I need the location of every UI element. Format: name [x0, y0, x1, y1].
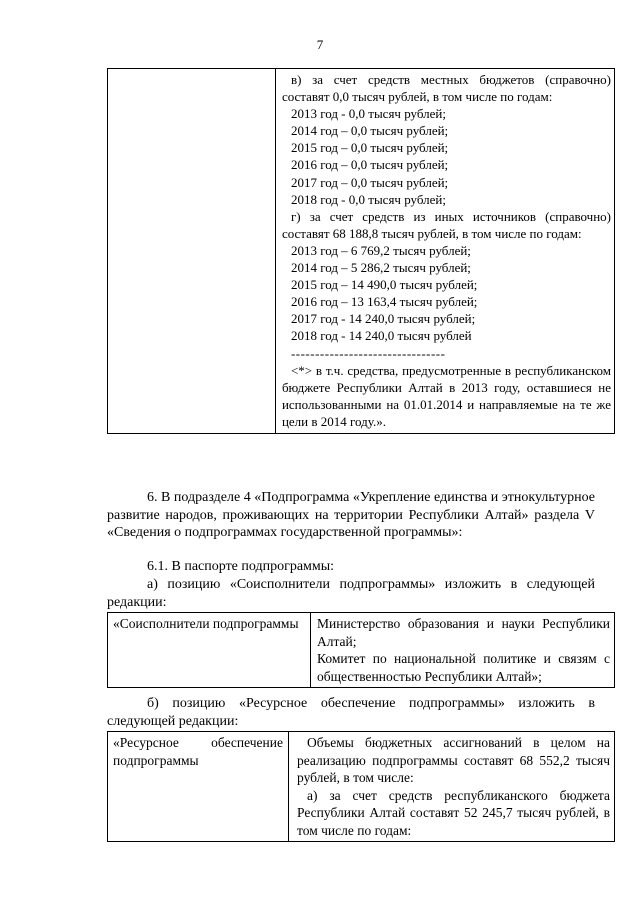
- page-number: 7: [316, 37, 324, 52]
- resource-support-table: [107, 731, 615, 842]
- table1-left-cell: [108, 69, 276, 434]
- paragraph-b: б) позицию «Ресурсное обеспечение подпрограммы» изложить в следующей редакции:: [107, 696, 595, 729]
- resource-support-value: [289, 732, 615, 842]
- year-line: 2014 год – 0,0 тысяч рублей;: [290, 123, 449, 139]
- year-line: 2014 год – 5 286,2 тысяч рублей;: [290, 260, 471, 276]
- table1-right-cell: [275, 69, 614, 434]
- year-line: 2015 год – 14 490,0 тысяч рублей;: [290, 277, 478, 293]
- committee-line: Комитет по национальной политике и связям с общественностью Республики Алтай»;: [317, 651, 610, 684]
- co-executors-label: «Соисполнители подпрограммы: [108, 613, 311, 688]
- republic-budget-text: а) за счет средств республиканского бюджета Республики Алтай составят 52 245,7 тысяч рублей, в том числе по годам:: [297, 787, 610, 838]
- ministry-line: Министерство образования и науки Республики Алтай;: [317, 616, 610, 649]
- year-line: 2013 год - 0,0 тысяч рублей;: [290, 106, 446, 122]
- paragraph-6: 6. В подразделе 4 «Подпрограмма «Укрепление единства и этнокультурное развитие народов, проживающих на территории Республики Алтай» раздела V «Сведения о подпрограммах государственной программы»:: [107, 490, 595, 540]
- resource-support-label: «Ресурсное обеспечение подпрограммы: [108, 732, 289, 842]
- other-sources-line: г) за счет средств из иных источников (справочно) составят 68 188,8 тысяч рублей, в том числе по годам:: [281, 208, 611, 241]
- paragraph-6-1: 6.1. В паспорте подпрограммы:: [147, 559, 335, 574]
- footnote-text: <*> в т.ч. средства, предусмотренные в республиканском бюджете Республики Алтай в 2013 году, оставшиеся не использованными на 01.01.2014 и направляемые на те же цели в 2014 году.».: [281, 362, 611, 429]
- year-line: 2016 год – 13 163,4 тысяч рублей;: [290, 294, 478, 310]
- total-allocations-text: Объемы бюджетных ассигнований в целом на реализацию подпрограммы составят 68 552,2 тысяч рублей, в том числе:: [297, 735, 610, 785]
- paragraph-a: а) позицию «Соисполнители подпрограммы» изложить в следующей редакции:: [107, 577, 595, 610]
- year-line: 2017 год - 14 240,0 тысяч рублей;: [290, 311, 476, 327]
- local-budget-line: в) за счет средств местных бюджетов (справочно) составят 0,0 тысяч рублей, в том числе по годам:: [281, 72, 611, 105]
- co-executors-table: [107, 612, 615, 688]
- co-executors-value: [311, 613, 615, 688]
- year-line: 2018 год - 0,0 тысяч рублей;: [290, 191, 446, 207]
- year-line: 2017 год – 0,0 тысяч рублей;: [290, 174, 449, 190]
- year-line: 2016 год – 0,0 тысяч рублей;: [290, 157, 449, 173]
- funding-table-continued: [107, 68, 615, 434]
- year-line: 2018 год - 14 240,0 тысяч рублей: [290, 328, 472, 344]
- year-line: 2015 год – 0,0 тысяч рублей;: [290, 140, 449, 156]
- separator-line: --------------------------------: [290, 345, 446, 361]
- year-line: 2013 год – 6 769,2 тысяч рублей;: [290, 242, 471, 258]
